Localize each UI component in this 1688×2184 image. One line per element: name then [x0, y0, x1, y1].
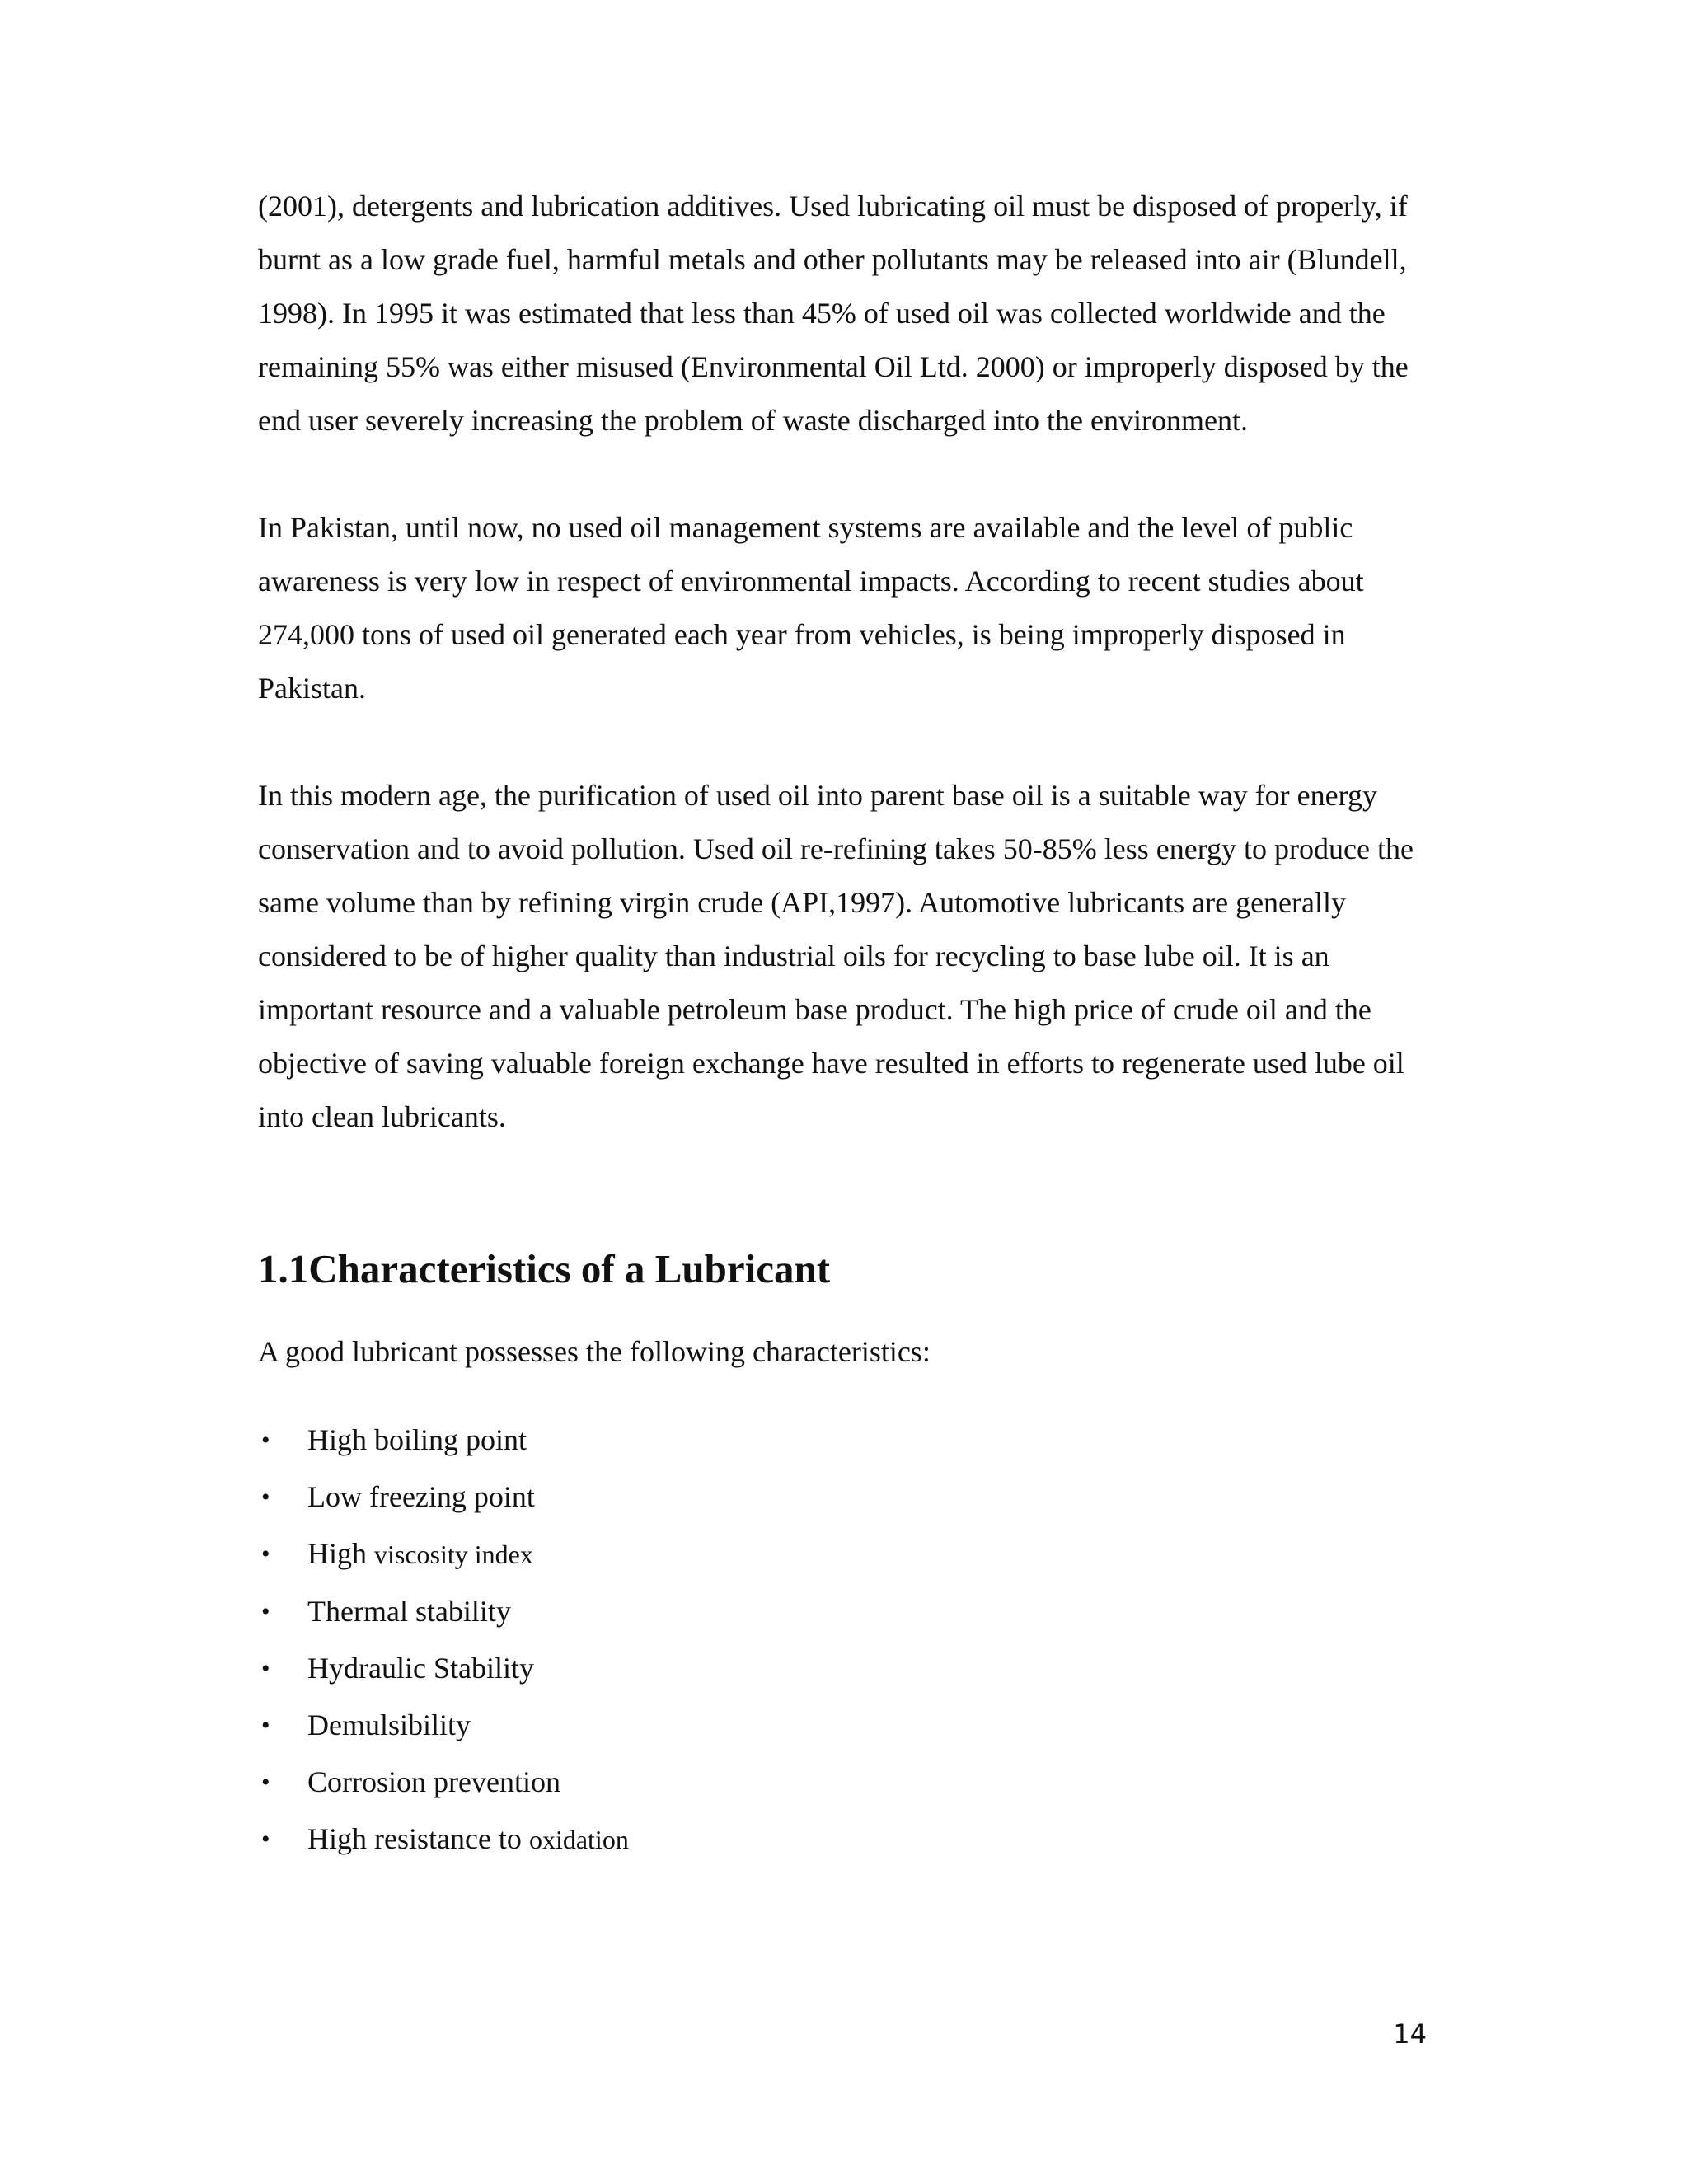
section-title: Characteristics of a Lubricant	[308, 1246, 831, 1291]
list-item-text: High resistance to	[307, 1822, 529, 1855]
list-item	[258, 1412, 1445, 1469]
list-item	[258, 1526, 1445, 1583]
bullet-icon: •	[261, 1825, 270, 1853]
page-content	[258, 180, 1445, 1868]
list-item-text: Corrosion prevention	[307, 1765, 560, 1798]
list-item-text: Thermal stability	[307, 1595, 511, 1628]
list-item-text: Low freezing point	[307, 1480, 535, 1513]
characteristics-list	[258, 1412, 1445, 1868]
section-intro: A good lubricant possesses the following characteristics:	[258, 1335, 931, 1368]
list-item-text: Hydraulic Stability	[307, 1652, 534, 1685]
bullet-icon: •	[261, 1427, 270, 1454]
bullet-icon: •	[261, 1655, 270, 1682]
list-item	[258, 1640, 1445, 1697]
list-item-text-small: oxidation	[528, 1825, 629, 1854]
paragraph-pakistan: In Pakistan, until now, no used oil management systems are available and the level of public awareness is very low in respect of environmental impacts. According to recent studies about 274,000 tons of used oil generated each year from vehicles, is being improperly disposed in Pakistan.	[258, 511, 1364, 705]
list-item-text: Demulsibility	[307, 1708, 471, 1741]
section-heading	[258, 1244, 1445, 1294]
bullet-icon: •	[261, 1598, 270, 1625]
list-item	[258, 1583, 1445, 1640]
list-item	[258, 1469, 1445, 1526]
paragraph-re-refining: In this modern age, the purification of used oil into parent base oil is a suitable way for energy conservation and to avoid pollution. Used oil re-refining takes 50-85% less energy to produce the same volume than by refining virgin crude (API,1997). Automotive lubricants are generally considered to be of higher quality than industrial oils for recycling to base lube oil. It is an important resource and a valuable petroleum base product. The high price of crude oil and the objective of saving valuable foreign exchange have resulted in efforts to regenerate used lube oil into clean lubricants.	[258, 779, 1414, 1133]
bullet-icon: •	[261, 1712, 270, 1739]
page-number: 14	[1393, 2018, 1427, 2050]
bullet-icon: •	[261, 1483, 270, 1511]
bullet-icon: •	[261, 1540, 270, 1568]
section-number: 1.1	[258, 1246, 309, 1291]
list-item	[258, 1811, 1445, 1868]
list-item	[258, 1754, 1445, 1811]
list-item-text: High	[307, 1537, 374, 1570]
list-item	[258, 1697, 1445, 1754]
paragraph-used-oil-disposal: (2001), detergents and lubrication additives. Used lubricating oil must be disposed of properly, if burnt as a low grade fuel, harmful metals and other pollutants may be released into air (Blundell, 1998). In 1995 it was estimated that less than 45% of used oil was collected worldwide and the remaining 55% was either misused (Environmental Oil Ltd. 2000) or improperly disposed by the end user severely increasing the problem of waste discharged into the environment.	[258, 190, 1409, 437]
list-item-text-small: viscosity index	[374, 1540, 533, 1569]
list-item-text: High boiling point	[307, 1423, 528, 1456]
bullet-icon: •	[261, 1769, 270, 1796]
